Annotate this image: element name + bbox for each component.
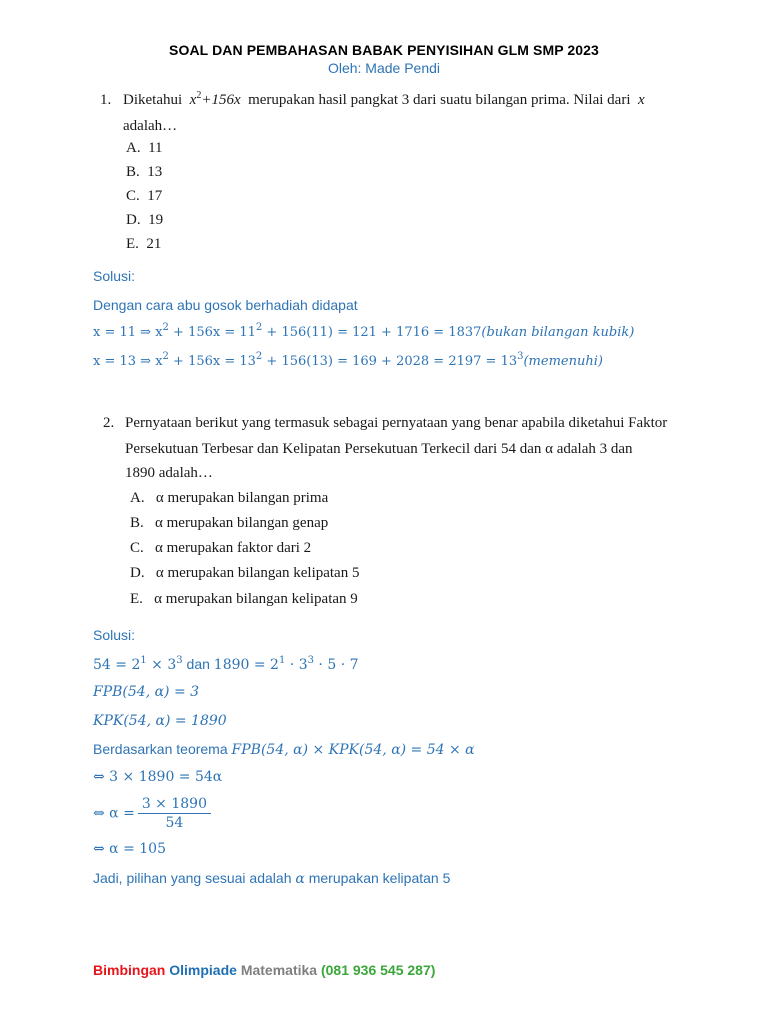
q2-number: 2. [103,415,115,431]
option-text: 11 [148,140,163,156]
eq-part: + 156x = 13 [168,354,256,369]
option-label: C. [126,188,140,204]
q1-line1 [123,92,645,109]
footer-word-matematika: Matematika [240,962,318,978]
eq-exp: 2 [255,322,263,333]
q1-option-d [126,212,163,229]
eq-part: · 3 [285,657,308,673]
eq-part: 54 = 2 [93,657,141,673]
fraction-denominator: 54 [165,815,184,831]
option-text: α merupakan bilangan kelipatan 9 [154,591,358,607]
option-label: D. [126,212,141,228]
option-label: A. [126,140,141,156]
eq-exp: 2 [162,351,169,362]
option-label: B. [130,515,144,531]
eq-exp: 1 [278,655,286,666]
sol1-intro: Dengan cara abu gosok berhadiah didapat [93,297,358,313]
author-line: Oleh: Made Pendi [327,60,441,76]
option-text: 21 [146,236,162,252]
eq-note: (memenuhi) [523,354,603,369]
sol2-step1: ⇔ 3 × 1890 = 54α [93,769,223,785]
conclusion-var: α [295,871,305,887]
q1-option-e [126,236,161,253]
sol1-eq2 [93,351,603,369]
option-label: D. [130,565,145,581]
conclusion-text: merupakan kelipatan 5 [304,870,451,886]
footer-phone: (081 936 545 287) [320,962,436,978]
sol2-step3: ⇔ α = 105 [93,841,166,857]
theorem-text: Berdasarkan teorema [93,741,232,757]
sol2-label: Solusi: [93,627,136,643]
q1-line2: adalah… [123,118,178,134]
theorem-math: FPB(54, α) × KPK(54, α) = 54 × α [231,742,475,758]
q2-option-e [130,591,358,608]
q2-option-c [130,540,311,557]
q1-option-c [126,188,162,205]
q1-option-b [126,164,162,181]
footer [93,962,435,978]
footer-word-olimpiade: Olimpiade [169,962,237,978]
fraction [138,795,211,832]
eq-text: dan [182,656,214,672]
footer-word-bimbingan: Bimbingan [93,962,166,978]
option-text: 17 [147,188,163,204]
q1-expr-rest: +156x [201,92,241,108]
option-label: E. [130,591,143,607]
sol1-label: Solusi: [93,268,136,284]
eq-part: · 5 · 7 [313,657,359,673]
q1-expr-base: x [189,92,197,108]
eq-part: 1890 = 2 [213,657,279,673]
option-text: α merupakan faktor dari 2 [155,540,312,556]
q1-option-a [126,140,163,157]
conclusion-text: Jadi, pilihan yang sesuai adalah [93,870,296,886]
q2-option-b [130,515,328,532]
q1-text-a: Diketahui [123,92,183,108]
q2-line2: Persekutuan Terbesar dan Kelipatan Persekutuan Terkecil dari 54 dan α adalah 3 dan [125,441,633,457]
option-label: E. [126,236,139,252]
eq-part: + 156(11) = 121 + 1716 = 1837 [262,325,482,340]
page-title: SOAL DAN PEMBAHASAN BABAK PENYISIHAN GLM SMP 2023 [169,42,599,58]
option-text: α merupakan bilangan kelipatan 5 [155,565,360,581]
sol2-conclusion [93,870,450,888]
eq-exp: 3 [307,655,314,666]
sol1-eq1 [93,322,635,340]
sol2-kpk: KPK(54, α) = 1890 [93,713,227,729]
eq-part: × 3 [146,657,177,673]
eq-part: + 156(13) = 169 + 2028 = 2197 = 13 [262,354,518,369]
q1-expr-exp: 2 [196,90,202,101]
step-prefix: ⇔ α = [93,805,135,822]
eq-part: x = 11 ⇒ x [93,325,163,340]
eq-exp: 2 [162,322,169,333]
q2-line1: Pernyataan berikut yang termasuk sebagai pernyataan yang benar apabila diketahui Faktor [125,415,668,431]
eq-part: + 156x = 11 [168,325,256,340]
eq-exp: 3 [517,351,524,362]
q1-var: x [638,92,645,108]
sol2-line1 [93,656,359,674]
eq-note: (bukan bilangan kubik) [481,325,635,340]
option-text: 13 [147,164,163,180]
q2-option-d [130,565,359,582]
option-text: 19 [148,212,164,228]
option-text: α merupakan bilangan prima [155,490,329,506]
option-text: α merupakan bilangan genap [155,515,329,531]
eq-exp: 1 [140,655,147,666]
q1-text-b: merupakan hasil pangkat 3 dari suatu bilangan prima. Nilai dari [248,92,631,108]
eq-exp: 3 [176,655,183,666]
option-label: A. [130,490,145,506]
option-label: B. [126,164,140,180]
eq-exp: 2 [255,351,263,362]
q1-number: 1. [100,92,112,108]
eq-part: x = 13 ⇒ x [93,354,163,369]
q2-line3: 1890 adalah… [125,465,213,481]
sol2-step2 [93,795,211,832]
sol2-fpb: FPB(54, α) = 3 [93,684,200,700]
fraction-numerator: 3 × 1890 [138,795,211,814]
sol2-theorem [93,741,475,759]
option-label: C. [130,540,144,556]
q2-option-a [130,490,328,507]
